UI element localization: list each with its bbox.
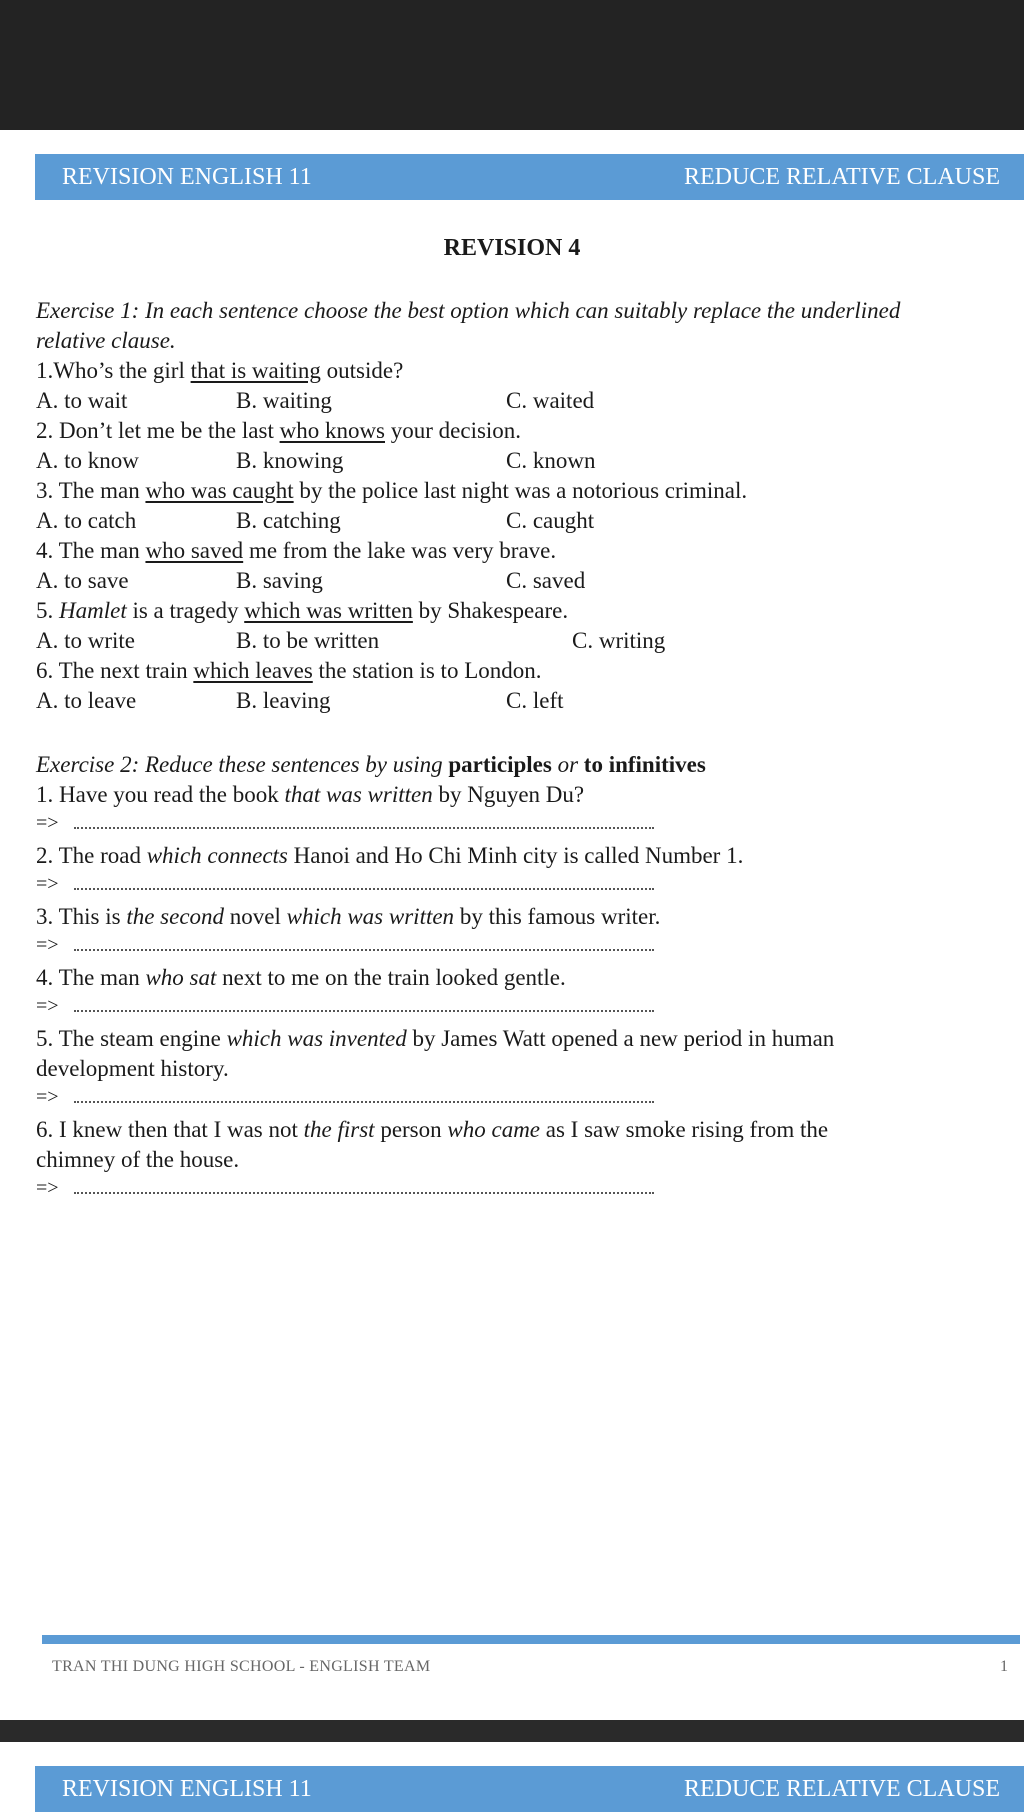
- page-gap: [0, 1720, 1024, 1742]
- header-right: REDUCE RELATIVE CLAUSE: [684, 164, 1000, 190]
- option-b: B. saving: [236, 568, 323, 593]
- answer-line-2[interactable]: =>: [36, 874, 59, 894]
- option-c: C. known: [506, 448, 596, 473]
- header-left: REVISION ENGLISH 11: [62, 164, 312, 190]
- option-a: A. to write: [36, 628, 136, 653]
- option-c: C. caught: [506, 508, 595, 533]
- option-b: B. waiting: [236, 388, 332, 413]
- option-b: B. to be written: [236, 628, 380, 653]
- option-b: B. leaving: [236, 688, 331, 713]
- question-3-options: [36, 506, 736, 536]
- sentence-6: 6. I knew then that I was not the first person who came as I saw smoke rising from the: [36, 1117, 829, 1142]
- sentence-6-cont: chimney of the house.: [36, 1147, 240, 1172]
- option-c: C. left: [506, 688, 564, 713]
- footer-rule: [42, 1635, 1020, 1644]
- page-title: REVISION 4: [443, 235, 581, 261]
- top-dark-bar: [0, 0, 1024, 130]
- question-1-options: [36, 386, 736, 416]
- question-4-options: [36, 566, 736, 596]
- question-2: 2. Don’t let me be the last who knows your decision.: [36, 418, 522, 443]
- option-a: A. to catch: [36, 508, 137, 533]
- question-6-options: [36, 686, 736, 716]
- sentence-5: 5. The steam engine which was invented by James Watt opened a new period in human: [36, 1026, 835, 1051]
- exercise1-instruction: Exercise 1: In each sentence choose the best option which can suitably replace the underlined: [36, 298, 901, 323]
- question-6: 6. The next train which leaves the station is to London.: [36, 658, 542, 683]
- sentence-4: 4. The man who sat next to me on the train looked gentle.: [36, 965, 566, 990]
- answer-line-3[interactable]: =>: [36, 935, 59, 955]
- answer-line-5[interactable]: =>: [36, 1087, 59, 1107]
- option-b: B. knowing: [236, 448, 344, 473]
- option-a: A. to leave: [36, 688, 137, 713]
- sentence-5-cont: development history.: [36, 1056, 229, 1081]
- question-3: 3. The man who was caught by the police last night was a notorious criminal.: [36, 478, 748, 503]
- sentence-3: 3. This is the second novel which was written by this famous writer.: [36, 904, 661, 929]
- document-page-2: [0, 1742, 1024, 1820]
- exercise1-instruction-cont: relative clause.: [36, 328, 176, 353]
- answer-line-6[interactable]: =>: [36, 1178, 59, 1198]
- question-5: 5. Hamlet is a tragedy which was written by Shakespeare.: [36, 598, 569, 623]
- option-a: A. to save: [36, 568, 129, 593]
- answer-line-1[interactable]: =>: [36, 813, 59, 833]
- header-right: REDUCE RELATIVE CLAUSE: [684, 1776, 1000, 1802]
- sentence-2: 2. The road which connects Hanoi and Ho Chi Minh city is called Number 1.: [36, 843, 744, 868]
- option-a: A. to wait: [36, 388, 128, 413]
- footer-page-number: 1: [1000, 1658, 1008, 1675]
- footer-school: TRAN THI DUNG HIGH SCHOOL - ENGLISH TEAM: [52, 1658, 431, 1675]
- header-left: REVISION ENGLISH 11: [62, 1776, 312, 1802]
- document-page-1: [0, 130, 1024, 1720]
- option-c: C. writing: [572, 628, 666, 653]
- option-c: C. waited: [506, 388, 595, 413]
- header-band-page-2: [35, 1766, 1024, 1812]
- exercise2-instruction: Exercise 2: Reduce these sentences by using participles or to infinitives: [36, 752, 706, 777]
- option-c: C. saved: [506, 568, 586, 593]
- option-a: A. to know: [36, 448, 139, 473]
- question-2-options: [36, 446, 736, 476]
- question-5-options: [36, 626, 736, 656]
- question-1: 1.Who’s the girl that is waiting outside?: [36, 358, 404, 383]
- option-b: B. catching: [236, 508, 341, 533]
- sentence-1: 1. Have you read the book that was written by Nguyen Du?: [36, 782, 585, 807]
- question-4: 4. The man who saved me from the lake was very brave.: [36, 538, 557, 563]
- header-band: [35, 154, 1024, 200]
- answer-line-4[interactable]: =>: [36, 996, 59, 1016]
